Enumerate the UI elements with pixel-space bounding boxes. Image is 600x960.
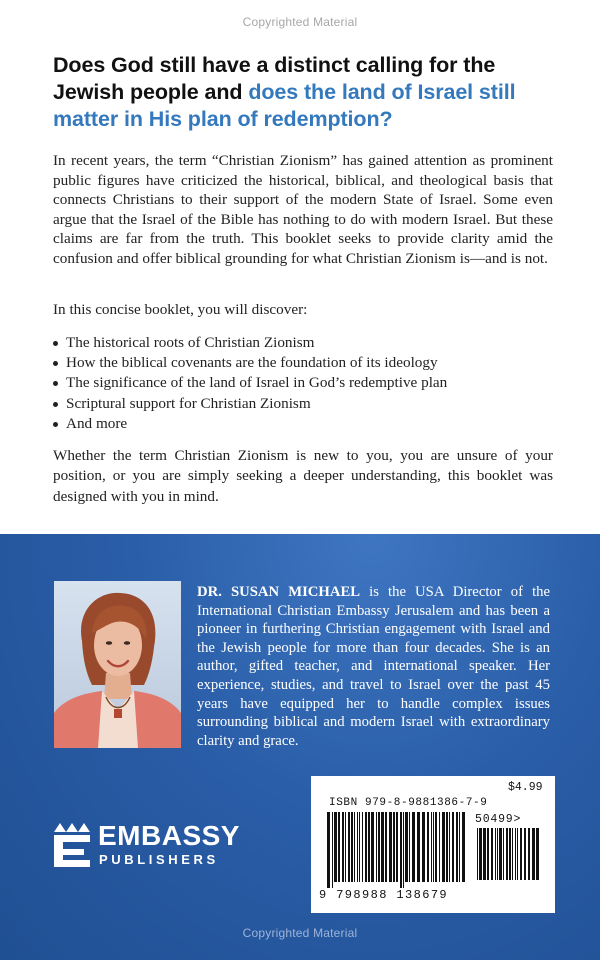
watermark-bottom: Copyrighted Material [242, 926, 358, 940]
bullet-icon [53, 402, 58, 407]
headline [53, 52, 553, 133]
list-item: And more [53, 414, 553, 434]
publisher-logo [52, 822, 282, 868]
bullet-icon [53, 422, 58, 427]
publisher-name: EMBASSY [98, 820, 240, 851]
headline-highlight: does the land of Israel still matter in His plan of redemption? [53, 80, 516, 131]
barcode-bars [327, 812, 467, 888]
author-bio-text: is the USA Director of the International Christian Embassy Jerusalem and has been a pioneer in furthering Christian engagement with Israel and the Jewish people for more than four decades. She is an author, gifted teacher, and international speaker. Her experience, studies, and travel to Israel over the past 45 years have equipped her to handle complex issues surrounding biblical and modern Israel with extraordinary clarity and grace. [197, 584, 551, 749]
isbn-label: ISBN 979-8-9881386-7-9 [329, 797, 488, 809]
barcode-panel [311, 776, 555, 913]
closing-paragraph: Whether the term Christian Zionism is new to you, you are unsure of your position, or you are simply seeking a deeper understanding, this booklet was designed with you in mind. [53, 447, 553, 505]
embassy-crown-e-logo-icon [52, 822, 92, 868]
headline-part1: Does God still have a distinct calling for the Jewish people and [53, 53, 496, 104]
addon-label: 50499> [475, 813, 522, 826]
price-label: $4.99 [508, 781, 543, 794]
intro-paragraph: In recent years, the term “Christian Zionism” has gained attention as prominent public figures have criticized the historical, biblical, and theological basis that connects Christians to their support of the modern State of Israel. Some even argue that the Israel of the Bible has nothing to do with modern Israel. But these claims are far from the truth. This booklet seeks to provide clarity amid the confusion and offer biblical grounding for what Christian Zionism is—and is not. [53, 152, 553, 267]
list-item: How the biblical covenants are the foundation of its ideology [53, 353, 553, 373]
list-item: The significance of the land of Israel in God’s redemptive plan [53, 373, 553, 393]
list-item: Scriptural support for Christian Zionism [53, 394, 553, 414]
author-name: DR. SUSAN MICHAEL [197, 584, 361, 600]
list-item: The historical roots of Christian Zionism [53, 333, 553, 353]
author-photo [54, 581, 181, 748]
bullet-icon [53, 341, 58, 346]
author-bio [197, 583, 550, 750]
bullet-icon [53, 381, 58, 386]
barcode-addon-bars [477, 828, 539, 886]
bullet-icon [53, 361, 58, 366]
bullet-list [53, 333, 553, 434]
watermark-top: Copyrighted Material [242, 15, 358, 29]
publisher-sub: PUBLISHERS [99, 852, 219, 867]
lead-line: In this concise booklet, you will discover: [53, 301, 308, 318]
barcode-number: 9 798988 138679 [319, 888, 449, 902]
